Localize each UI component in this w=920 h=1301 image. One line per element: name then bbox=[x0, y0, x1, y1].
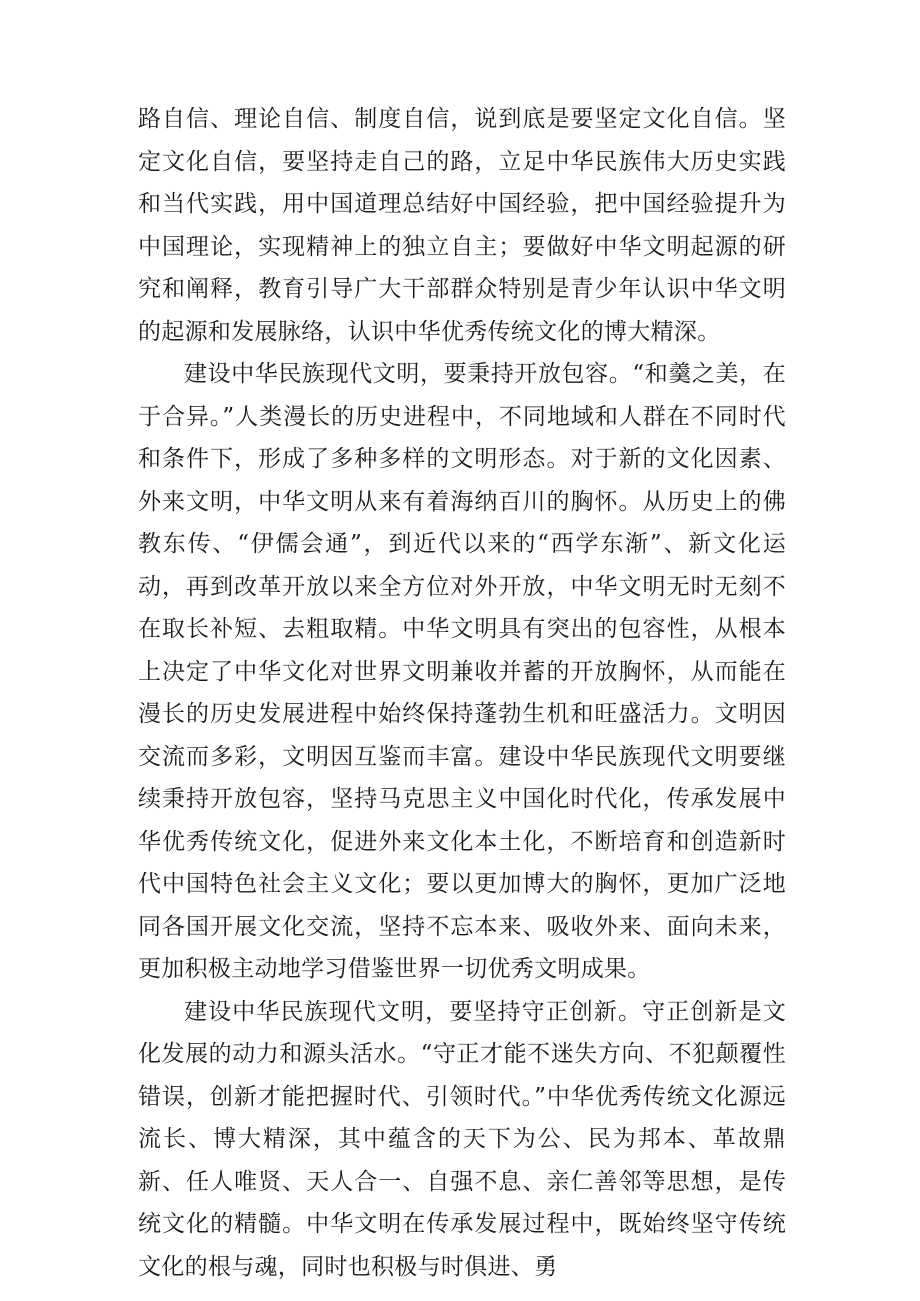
paragraph-1: 路自信、理论自信、制度自信，说到底是要坚定文化自信。坚定文化自信，要坚持走自己的路，立足中华民族伟大历史实践和当代实践，用中国道理总结好中国经验，把中国经验提升为中国理论，实现精神上的独立自主；要做好中华文明起源的研究和阐释，教育引导广大干部群众特别是青少年认识中华文明的起源和发展脉络，认识中华优秀传统文化的博大精深。 bbox=[138, 106, 786, 345]
document-body bbox=[138, 98, 786, 1288]
paragraph-2: 建设中华民族现代文明，要秉持开放包容。“和羹之美，在于合异。”人类漫长的历史进程中，不同地域和人群在不同时代和条件下，形成了多种多样的文明形态。对于新的文化因素、外来文明，中华文明从来有着海纳百川的胸怀。从历史上的佛教东传、“伊儒会通”，到近代以来的“西学东渐”、新文化运动，再到改革开放以来全方位对外开放，中华文明无时无刻不在取长补短、去粗取精。中华文明具有突出的包容性，从根本上决定了中华文化对世界文明兼收并蓄的开放胸怀，从而能在漫长的历史发展进程中始终保持蓬勃生机和旺盛活力。文明因交流而多彩，文明因互鉴而丰富。建设中华民族现代文明要继续秉持开放包容，坚持马克思主义中国化时代化，传承发展中华优秀传统文化，促进外来文化本土化，不断培育和创造新时代中国特色社会主义文化；要以更加博大的胸怀，更加广泛地同各国开展文化交流，坚持不忘本来、吸收外来、面向未来，更加积极主动地学习借鉴世界一切优秀文明成果。 bbox=[138, 361, 786, 982]
paragraph-3: 建设中华民族现代文明，要坚持守正创新。守正创新是文化发展的动力和源头活水。“守正才能不迷失方向、不犯颠覆性错误，创新才能把握时代、引领时代。”中华优秀传统文化源远流长、博大精深，其中蕴含的天下为公、民为邦本、革故鼎新、任人唯贤、天人合一、自强不息、亲仁善邻等思想，是传统文化的精髓。中华文明在传承发展过程中，既始终坚守传统文化的根与魂，同时也积极与时俱进、勇 bbox=[138, 998, 786, 1280]
